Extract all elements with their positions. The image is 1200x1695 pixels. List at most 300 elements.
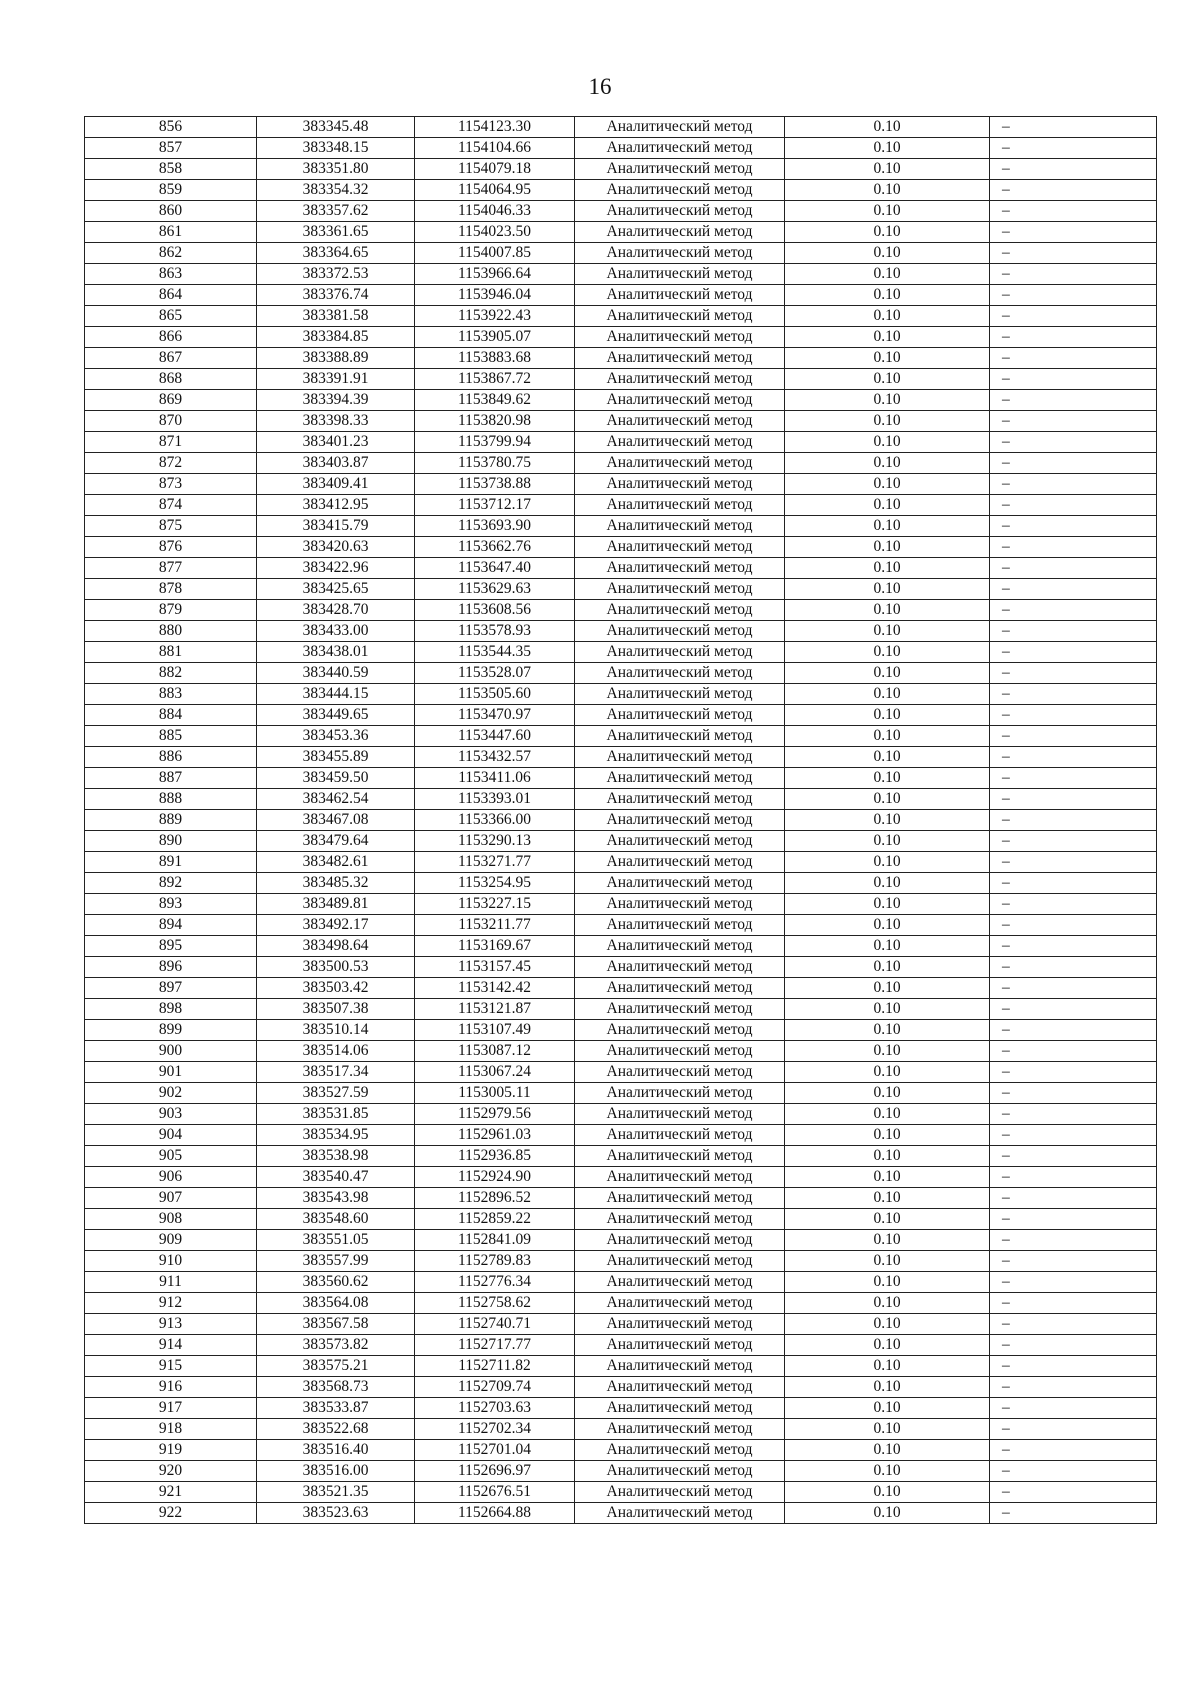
note-cell: –: [990, 1062, 1157, 1083]
x-coordinate-cell: 383543.98: [257, 1188, 415, 1209]
x-coordinate-cell: 383485.32: [257, 873, 415, 894]
method-cell: Аналитический метод: [575, 1125, 785, 1146]
note-cell: –: [990, 894, 1157, 915]
point-number-cell: 920: [85, 1461, 257, 1482]
note-cell: –: [990, 537, 1157, 558]
method-cell: Аналитический метод: [575, 369, 785, 390]
accuracy-cell: 0.10: [785, 936, 990, 957]
note-cell: –: [990, 1125, 1157, 1146]
y-coordinate-cell: 1152676.51: [415, 1482, 575, 1503]
point-number-cell: 887: [85, 768, 257, 789]
x-coordinate-cell: 383551.05: [257, 1230, 415, 1251]
y-coordinate-cell: 1153799.94: [415, 432, 575, 453]
x-coordinate-cell: 383433.00: [257, 621, 415, 642]
y-coordinate-cell: 1152776.34: [415, 1272, 575, 1293]
y-coordinate-cell: 1153662.76: [415, 537, 575, 558]
y-coordinate-cell: 1152709.74: [415, 1377, 575, 1398]
y-coordinate-cell: 1153157.45: [415, 957, 575, 978]
method-cell: Аналитический метод: [575, 1230, 785, 1251]
accuracy-cell: 0.10: [785, 180, 990, 201]
x-coordinate-cell: 383522.68: [257, 1419, 415, 1440]
note-cell: –: [990, 999, 1157, 1020]
table-row: [85, 1272, 1157, 1293]
method-cell: Аналитический метод: [575, 432, 785, 453]
accuracy-cell: 0.10: [785, 1251, 990, 1272]
method-cell: Аналитический метод: [575, 201, 785, 222]
table-row: [85, 684, 1157, 705]
point-number-cell: 914: [85, 1335, 257, 1356]
point-number-cell: 860: [85, 201, 257, 222]
y-coordinate-cell: 1153780.75: [415, 453, 575, 474]
method-cell: Аналитический метод: [575, 285, 785, 306]
y-coordinate-cell: 1153211.77: [415, 915, 575, 936]
method-cell: Аналитический метод: [575, 600, 785, 621]
table-row: [85, 1377, 1157, 1398]
method-cell: Аналитический метод: [575, 663, 785, 684]
y-coordinate-cell: 1153820.98: [415, 411, 575, 432]
method-cell: Аналитический метод: [575, 348, 785, 369]
point-number-cell: 884: [85, 705, 257, 726]
x-coordinate-cell: 383560.62: [257, 1272, 415, 1293]
table-row: [85, 1482, 1157, 1503]
note-cell: –: [990, 579, 1157, 600]
accuracy-cell: 0.10: [785, 999, 990, 1020]
point-number-cell: 874: [85, 495, 257, 516]
y-coordinate-cell: 1153693.90: [415, 516, 575, 537]
point-number-cell: 864: [85, 285, 257, 306]
note-cell: –: [990, 327, 1157, 348]
point-number-cell: 889: [85, 810, 257, 831]
table-row: [85, 243, 1157, 264]
table-row: [85, 747, 1157, 768]
point-number-cell: 900: [85, 1041, 257, 1062]
table-row: [85, 705, 1157, 726]
accuracy-cell: 0.10: [785, 1482, 990, 1503]
point-number-cell: 866: [85, 327, 257, 348]
accuracy-cell: 0.10: [785, 495, 990, 516]
method-cell: Аналитический метод: [575, 1167, 785, 1188]
point-number-cell: 894: [85, 915, 257, 936]
accuracy-cell: 0.10: [785, 810, 990, 831]
note-cell: –: [990, 474, 1157, 495]
point-number-cell: 912: [85, 1293, 257, 1314]
coordinates-table-body: [85, 117, 1157, 1524]
x-coordinate-cell: 383548.60: [257, 1209, 415, 1230]
table-row: [85, 621, 1157, 642]
y-coordinate-cell: 1153169.67: [415, 936, 575, 957]
table-row: [85, 642, 1157, 663]
note-cell: –: [990, 810, 1157, 831]
x-coordinate-cell: 383364.65: [257, 243, 415, 264]
accuracy-cell: 0.10: [785, 222, 990, 243]
note-cell: –: [990, 747, 1157, 768]
method-cell: Аналитический метод: [575, 1188, 785, 1209]
y-coordinate-cell: 1152896.52: [415, 1188, 575, 1209]
point-number-cell: 881: [85, 642, 257, 663]
note-cell: –: [990, 1356, 1157, 1377]
method-cell: Аналитический метод: [575, 1440, 785, 1461]
point-number-cell: 861: [85, 222, 257, 243]
point-number-cell: 863: [85, 264, 257, 285]
point-number-cell: 868: [85, 369, 257, 390]
y-coordinate-cell: 1152789.83: [415, 1251, 575, 1272]
x-coordinate-cell: 383376.74: [257, 285, 415, 306]
accuracy-cell: 0.10: [785, 243, 990, 264]
note-cell: –: [990, 1419, 1157, 1440]
method-cell: Аналитический метод: [575, 390, 785, 411]
table-row: [85, 1041, 1157, 1062]
accuracy-cell: 0.10: [785, 726, 990, 747]
table-row: [85, 537, 1157, 558]
accuracy-cell: 0.10: [785, 768, 990, 789]
x-coordinate-cell: 383527.59: [257, 1083, 415, 1104]
y-coordinate-cell: 1153290.13: [415, 831, 575, 852]
method-cell: Аналитический метод: [575, 957, 785, 978]
point-number-cell: 902: [85, 1083, 257, 1104]
note-cell: –: [990, 852, 1157, 873]
note-cell: –: [990, 117, 1157, 138]
page-number: 16: [588, 74, 612, 99]
method-cell: Аналитический метод: [575, 1083, 785, 1104]
note-cell: –: [990, 873, 1157, 894]
x-coordinate-cell: 383498.64: [257, 936, 415, 957]
y-coordinate-cell: 1153271.77: [415, 852, 575, 873]
y-coordinate-cell: 1154046.33: [415, 201, 575, 222]
y-coordinate-cell: 1153005.11: [415, 1083, 575, 1104]
accuracy-cell: 0.10: [785, 117, 990, 138]
y-coordinate-cell: 1153946.04: [415, 285, 575, 306]
accuracy-cell: 0.10: [785, 327, 990, 348]
note-cell: –: [990, 558, 1157, 579]
point-number-cell: 919: [85, 1440, 257, 1461]
x-coordinate-cell: 383361.65: [257, 222, 415, 243]
method-cell: Аналитический метод: [575, 768, 785, 789]
y-coordinate-cell: 1153544.35: [415, 642, 575, 663]
note-cell: –: [990, 1209, 1157, 1230]
note-cell: –: [990, 243, 1157, 264]
accuracy-cell: 0.10: [785, 1020, 990, 1041]
x-coordinate-cell: 383455.89: [257, 747, 415, 768]
x-coordinate-cell: 383534.95: [257, 1125, 415, 1146]
table-row: [85, 1146, 1157, 1167]
accuracy-cell: 0.10: [785, 915, 990, 936]
y-coordinate-cell: 1152979.56: [415, 1104, 575, 1125]
method-cell: Аналитический метод: [575, 684, 785, 705]
x-coordinate-cell: 383538.98: [257, 1146, 415, 1167]
point-number-cell: 870: [85, 411, 257, 432]
y-coordinate-cell: 1152702.34: [415, 1419, 575, 1440]
point-number-cell: 859: [85, 180, 257, 201]
x-coordinate-cell: 383510.14: [257, 1020, 415, 1041]
method-cell: Аналитический метод: [575, 642, 785, 663]
point-number-cell: 878: [85, 579, 257, 600]
note-cell: –: [990, 369, 1157, 390]
point-number-cell: 865: [85, 306, 257, 327]
table-row: [85, 663, 1157, 684]
point-number-cell: 917: [85, 1398, 257, 1419]
x-coordinate-cell: 383381.58: [257, 306, 415, 327]
note-cell: –: [990, 432, 1157, 453]
point-number-cell: 899: [85, 1020, 257, 1041]
x-coordinate-cell: 383568.73: [257, 1377, 415, 1398]
point-number-cell: 862: [85, 243, 257, 264]
method-cell: Аналитический метод: [575, 1398, 785, 1419]
point-number-cell: 877: [85, 558, 257, 579]
point-number-cell: 886: [85, 747, 257, 768]
accuracy-cell: 0.10: [785, 1461, 990, 1482]
note-cell: –: [990, 1230, 1157, 1251]
table-row: [85, 495, 1157, 516]
accuracy-cell: 0.10: [785, 663, 990, 684]
note-cell: –: [990, 726, 1157, 747]
point-number-cell: 867: [85, 348, 257, 369]
method-cell: Аналитический метод: [575, 411, 785, 432]
method-cell: Аналитический метод: [575, 999, 785, 1020]
note-cell: –: [990, 201, 1157, 222]
table-row: [85, 1251, 1157, 1272]
accuracy-cell: 0.10: [785, 201, 990, 222]
table-row: [85, 789, 1157, 810]
x-coordinate-cell: 383462.54: [257, 789, 415, 810]
x-coordinate-cell: 383514.06: [257, 1041, 415, 1062]
point-number-cell: 905: [85, 1146, 257, 1167]
y-coordinate-cell: 1153849.62: [415, 390, 575, 411]
x-coordinate-cell: 383357.62: [257, 201, 415, 222]
accuracy-cell: 0.10: [785, 1104, 990, 1125]
accuracy-cell: 0.10: [785, 1146, 990, 1167]
y-coordinate-cell: 1152961.03: [415, 1125, 575, 1146]
accuracy-cell: 0.10: [785, 348, 990, 369]
point-number-cell: 893: [85, 894, 257, 915]
note-cell: –: [990, 453, 1157, 474]
method-cell: Аналитический метод: [575, 495, 785, 516]
table-row: [85, 726, 1157, 747]
point-number-cell: 858: [85, 159, 257, 180]
point-number-cell: 880: [85, 621, 257, 642]
x-coordinate-cell: 383354.32: [257, 180, 415, 201]
table-row: [85, 138, 1157, 159]
y-coordinate-cell: 1153393.01: [415, 789, 575, 810]
x-coordinate-cell: 383422.96: [257, 558, 415, 579]
y-coordinate-cell: 1154007.85: [415, 243, 575, 264]
note-cell: –: [990, 1146, 1157, 1167]
table-row: [85, 1188, 1157, 1209]
accuracy-cell: 0.10: [785, 1272, 990, 1293]
method-cell: Аналитический метод: [575, 1020, 785, 1041]
method-cell: Аналитический метод: [575, 579, 785, 600]
accuracy-cell: 0.10: [785, 159, 990, 180]
y-coordinate-cell: 1152711.82: [415, 1356, 575, 1377]
accuracy-cell: 0.10: [785, 537, 990, 558]
x-coordinate-cell: 383401.23: [257, 432, 415, 453]
method-cell: Аналитический метод: [575, 516, 785, 537]
note-cell: –: [990, 1377, 1157, 1398]
accuracy-cell: 0.10: [785, 558, 990, 579]
accuracy-cell: 0.10: [785, 684, 990, 705]
method-cell: Аналитический метод: [575, 1293, 785, 1314]
x-coordinate-cell: 383428.70: [257, 600, 415, 621]
x-coordinate-cell: 383391.91: [257, 369, 415, 390]
point-number-cell: 898: [85, 999, 257, 1020]
method-cell: Аналитический метод: [575, 1146, 785, 1167]
table-row: [85, 348, 1157, 369]
note-cell: –: [990, 642, 1157, 663]
accuracy-cell: 0.10: [785, 600, 990, 621]
method-cell: Аналитический метод: [575, 810, 785, 831]
y-coordinate-cell: 1153067.24: [415, 1062, 575, 1083]
method-cell: Аналитический метод: [575, 1356, 785, 1377]
y-coordinate-cell: 1153578.93: [415, 621, 575, 642]
x-coordinate-cell: 383438.01: [257, 642, 415, 663]
y-coordinate-cell: 1152758.62: [415, 1293, 575, 1314]
note-cell: –: [990, 1167, 1157, 1188]
x-coordinate-cell: 383523.63: [257, 1503, 415, 1524]
y-coordinate-cell: 1152701.04: [415, 1440, 575, 1461]
y-coordinate-cell: 1153629.63: [415, 579, 575, 600]
accuracy-cell: 0.10: [785, 1335, 990, 1356]
accuracy-cell: 0.10: [785, 642, 990, 663]
accuracy-cell: 0.10: [785, 1230, 990, 1251]
method-cell: Аналитический метод: [575, 138, 785, 159]
point-number-cell: 872: [85, 453, 257, 474]
table-row: [85, 516, 1157, 537]
table-row: [85, 1335, 1157, 1356]
note-cell: –: [990, 516, 1157, 537]
x-coordinate-cell: 383503.42: [257, 978, 415, 999]
y-coordinate-cell: 1153647.40: [415, 558, 575, 579]
x-coordinate-cell: 383412.95: [257, 495, 415, 516]
table-row: [85, 1104, 1157, 1125]
table-row: [85, 558, 1157, 579]
accuracy-cell: 0.10: [785, 1062, 990, 1083]
note-cell: –: [990, 138, 1157, 159]
method-cell: Аналитический метод: [575, 1377, 785, 1398]
point-number-cell: 911: [85, 1272, 257, 1293]
note-cell: –: [990, 1020, 1157, 1041]
note-cell: –: [990, 957, 1157, 978]
note-cell: –: [990, 705, 1157, 726]
y-coordinate-cell: 1153883.68: [415, 348, 575, 369]
accuracy-cell: 0.10: [785, 264, 990, 285]
method-cell: Аналитический метод: [575, 264, 785, 285]
y-coordinate-cell: 1153505.60: [415, 684, 575, 705]
point-number-cell: 909: [85, 1230, 257, 1251]
accuracy-cell: 0.10: [785, 306, 990, 327]
method-cell: Аналитический метод: [575, 306, 785, 327]
point-number-cell: 890: [85, 831, 257, 852]
note-cell: –: [990, 1272, 1157, 1293]
note-cell: –: [990, 663, 1157, 684]
table-row: [85, 1503, 1157, 1524]
method-cell: Аналитический метод: [575, 747, 785, 768]
x-coordinate-cell: 383415.79: [257, 516, 415, 537]
note-cell: –: [990, 1188, 1157, 1209]
accuracy-cell: 0.10: [785, 432, 990, 453]
point-number-cell: 897: [85, 978, 257, 999]
point-number-cell: 882: [85, 663, 257, 684]
accuracy-cell: 0.10: [785, 1209, 990, 1230]
table-row: [85, 1083, 1157, 1104]
x-coordinate-cell: 383489.81: [257, 894, 415, 915]
table-row: [85, 894, 1157, 915]
x-coordinate-cell: 383398.33: [257, 411, 415, 432]
table-row: [85, 369, 1157, 390]
y-coordinate-cell: 1152717.77: [415, 1335, 575, 1356]
table-row: [85, 264, 1157, 285]
x-coordinate-cell: 383575.21: [257, 1356, 415, 1377]
note-cell: –: [990, 222, 1157, 243]
method-cell: Аналитический метод: [575, 1314, 785, 1335]
point-number-cell: 918: [85, 1419, 257, 1440]
accuracy-cell: 0.10: [785, 1041, 990, 1062]
note-cell: –: [990, 1041, 1157, 1062]
method-cell: Аналитический метод: [575, 978, 785, 999]
method-cell: Аналитический метод: [575, 915, 785, 936]
x-coordinate-cell: 383394.39: [257, 390, 415, 411]
y-coordinate-cell: 1154064.95: [415, 180, 575, 201]
point-number-cell: 901: [85, 1062, 257, 1083]
x-coordinate-cell: 383557.99: [257, 1251, 415, 1272]
method-cell: Аналитический метод: [575, 1461, 785, 1482]
table-row: [85, 1398, 1157, 1419]
accuracy-cell: 0.10: [785, 453, 990, 474]
x-coordinate-cell: 383388.89: [257, 348, 415, 369]
method-cell: Аналитический метод: [575, 117, 785, 138]
table-row: [85, 1062, 1157, 1083]
x-coordinate-cell: 383459.50: [257, 768, 415, 789]
y-coordinate-cell: 1153905.07: [415, 327, 575, 348]
table-row: [85, 1293, 1157, 1314]
accuracy-cell: 0.10: [785, 1293, 990, 1314]
table-row: [85, 390, 1157, 411]
table-row: [85, 873, 1157, 894]
table-row: [85, 957, 1157, 978]
accuracy-cell: 0.10: [785, 390, 990, 411]
method-cell: Аналитический метод: [575, 873, 785, 894]
point-number-cell: 883: [85, 684, 257, 705]
table-row: [85, 810, 1157, 831]
table-row: [85, 306, 1157, 327]
accuracy-cell: 0.10: [785, 978, 990, 999]
accuracy-cell: 0.10: [785, 957, 990, 978]
method-cell: Аналитический метод: [575, 453, 785, 474]
point-number-cell: 888: [85, 789, 257, 810]
accuracy-cell: 0.10: [785, 1188, 990, 1209]
x-coordinate-cell: 383516.00: [257, 1461, 415, 1482]
x-coordinate-cell: 383500.53: [257, 957, 415, 978]
note-cell: –: [990, 831, 1157, 852]
table-row: [85, 180, 1157, 201]
note-cell: –: [990, 1461, 1157, 1482]
y-coordinate-cell: 1153121.87: [415, 999, 575, 1020]
note-cell: –: [990, 621, 1157, 642]
point-number-cell: 885: [85, 726, 257, 747]
accuracy-cell: 0.10: [785, 705, 990, 726]
y-coordinate-cell: 1153087.12: [415, 1041, 575, 1062]
note-cell: –: [990, 789, 1157, 810]
note-cell: –: [990, 1314, 1157, 1335]
table-row: [85, 915, 1157, 936]
table-row: [85, 1440, 1157, 1461]
method-cell: Аналитический метод: [575, 831, 785, 852]
accuracy-cell: 0.10: [785, 1503, 990, 1524]
x-coordinate-cell: 383345.48: [257, 117, 415, 138]
y-coordinate-cell: 1154104.66: [415, 138, 575, 159]
y-coordinate-cell: 1152740.71: [415, 1314, 575, 1335]
accuracy-cell: 0.10: [785, 411, 990, 432]
method-cell: Аналитический метод: [575, 1419, 785, 1440]
x-coordinate-cell: 383564.08: [257, 1293, 415, 1314]
